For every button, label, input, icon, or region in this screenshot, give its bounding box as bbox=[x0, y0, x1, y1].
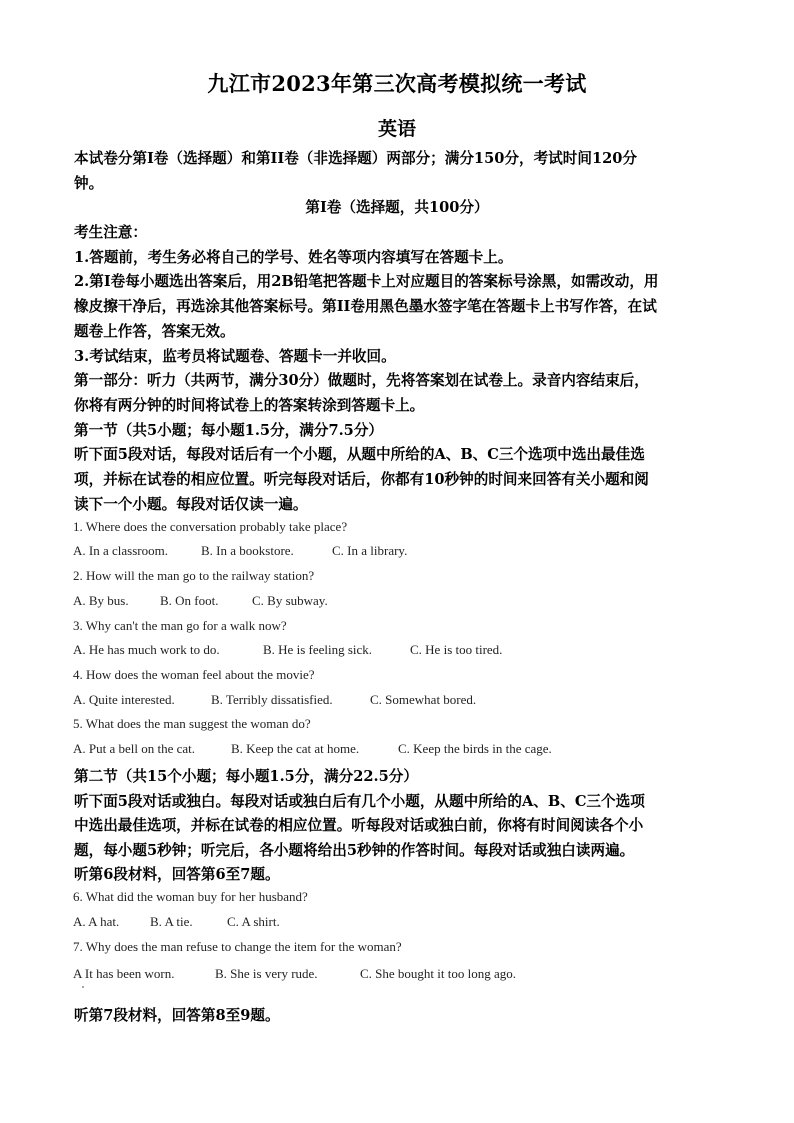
material-7-heading: 听第7段材料，回答第8至9题。 bbox=[74, 1007, 280, 1024]
question-stem: 3. Why can't the man go for a walk now? bbox=[73, 618, 287, 633]
section1-heading: 第一节（共5小题；每小题1.5分，满分7.5分） bbox=[74, 422, 384, 439]
question-option-b: B. In a bookstore. bbox=[201, 543, 294, 558]
intro-line-1: 本试卷分第I卷（选择题）和第II卷（非选择题）两部分；满分150分，考试时间120分 bbox=[74, 150, 638, 167]
question-option-a: A. By bus. bbox=[73, 593, 129, 608]
question-stem: 1. Where does the conversation probably take place? bbox=[73, 519, 348, 534]
question-option-c: C. Somewhat bored. bbox=[370, 692, 477, 707]
section2-instruction-line-3: 题，每小题5秒钟；听完后，各小题将给出5秒钟的作答时间。每段对话或独白读两遍。 bbox=[74, 842, 635, 859]
scan-speck bbox=[82, 986, 84, 988]
question-option-c: C. By subway. bbox=[252, 593, 328, 608]
section1-instruction-line-2: 项，并标在试卷的相应位置。听完每段对话后，你都有10秒钟的时间来回答有关小题和阅 bbox=[74, 471, 649, 488]
question-option-b: B. He is feeling sick. bbox=[263, 642, 373, 657]
notice-item-2-line-2: 橡皮擦干净后，再选涂其他答案标号。第II卷用黑色墨水签字笔在答题卡上书写作答，在试 bbox=[74, 298, 657, 315]
question-stem: 7. Why does the man refuse to change the item for the woman? bbox=[73, 939, 402, 954]
notice-item-3: 3.考试结束，监考员将试题卷、答题卡一并收回。 bbox=[74, 348, 396, 365]
exam-title: 九江市2023年第三次高考模拟统一考试 bbox=[207, 71, 587, 96]
question-stem: 4. How does the woman feel about the movie? bbox=[73, 667, 315, 682]
section2-instruction-line-2: 中选出最佳选项，并标在试卷的相应位置。听每段对话或独白前，你将有时间阅读各个小 bbox=[74, 817, 644, 834]
question-option-b: B. A tie. bbox=[150, 914, 193, 929]
question-option-c: C. He is too tired. bbox=[410, 642, 503, 657]
question-option-a: A. A hat. bbox=[73, 914, 120, 929]
question-option-b: B. She is very rude. bbox=[215, 966, 318, 981]
question-option-c: C. A shirt. bbox=[227, 914, 280, 929]
question-option-c: C. Keep the birds in the cage. bbox=[398, 741, 552, 756]
question-option-b: B. On foot. bbox=[160, 593, 219, 608]
section1-instruction-line-1: 听下面5段对话，每段对话后有一个小题，从题中所给的A、B、C三个选项中选出最佳选 bbox=[74, 446, 645, 463]
question-stem: 5. What does the man suggest the woman do? bbox=[73, 716, 311, 731]
intro-line-2: 钟。 bbox=[74, 175, 104, 192]
listening-intro-line-2: 你将有两分钟的时间将试卷上的答案转涂到答题卡上。 bbox=[74, 397, 425, 414]
section1-instruction-line-3: 读下一个小题。每段对话仅读一遍。 bbox=[74, 496, 308, 513]
section2-instruction-line-1: 听下面5段对话或独白。每段对话或独白后有几个小题，从题中所给的A、B、C三个选项 bbox=[74, 793, 645, 810]
notice-item-1: 1.答题前，考生务必将自己的学号、姓名等项内容填写在答题卡上。 bbox=[74, 249, 513, 266]
section2-heading: 第二节（共15个小题；每小题1.5分，满分22.5分） bbox=[74, 768, 418, 785]
subject-title: 英语 bbox=[377, 118, 416, 140]
question-stem: 2. How will the man go to the railway station? bbox=[73, 568, 315, 583]
question-option-a: A. In a classroom. bbox=[73, 543, 168, 558]
material-6-heading: 听第6段材料，回答第6至7题。 bbox=[74, 866, 280, 883]
listening-intro-line-1: 第一部分：听力（共两节，满分30分）做题时，先将答案划在试卷上。录音内容结束后， bbox=[74, 372, 649, 389]
part1-heading: 第I卷（选择题，共100分） bbox=[305, 199, 489, 216]
question-option-b: B. Keep the cat at home. bbox=[231, 741, 360, 756]
notice-item-2-line-3: 题卷上作答，答案无效。 bbox=[74, 323, 235, 340]
question-option-c: C. In a library. bbox=[332, 543, 408, 558]
question-option-b: B. Terribly dissatisfied. bbox=[211, 692, 333, 707]
question-option-a: A. Quite interested. bbox=[73, 692, 175, 707]
question-option-a: A It has been worn. bbox=[73, 966, 175, 981]
notice-heading: 考生注意： bbox=[74, 224, 147, 241]
notice-item-2-line-1: 2.第I卷每小题选出答案后，用2B铅笔把答题卡上对应题目的答案标号涂黑，如需改动，用 bbox=[74, 273, 659, 290]
question-stem: 6. What did the woman buy for her husband? bbox=[73, 889, 308, 904]
question-option-c: C. She bought it too long ago. bbox=[360, 966, 516, 981]
question-option-a: A. He has much work to do. bbox=[73, 642, 220, 657]
question-option-a: A. Put a bell on the cat. bbox=[73, 741, 196, 756]
